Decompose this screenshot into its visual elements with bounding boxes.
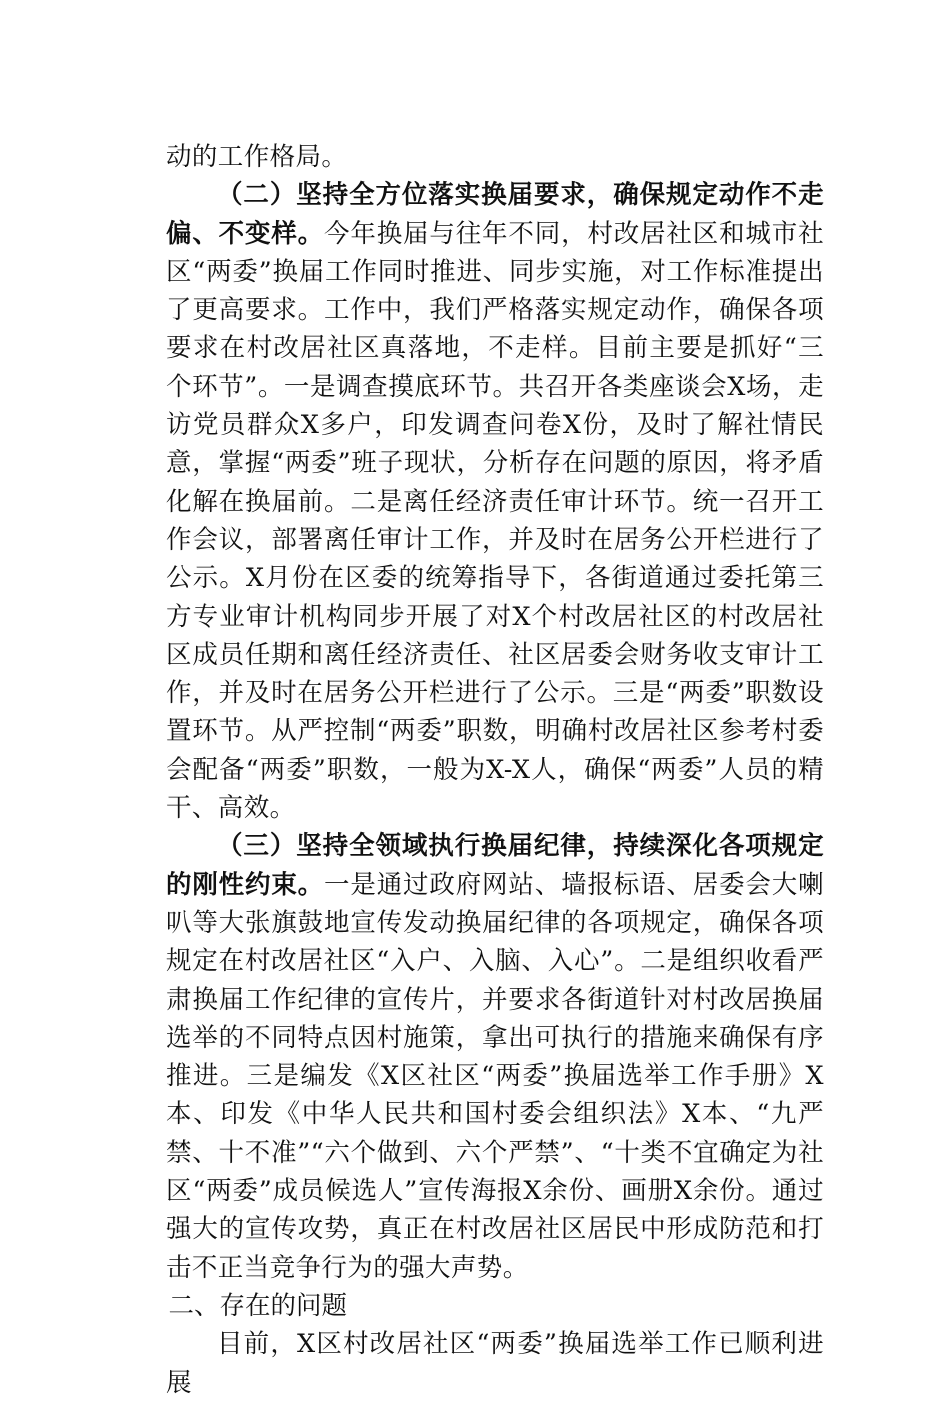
section-two-paragraph bbox=[166, 176, 824, 827]
section-three-body: 一是通过政府网站、墙报标语、居委会大喇叭等大张旗鼓地宣传发动换届纪律的各项规定，确保各项规定在村改居社区“入户、入脑、入心”。二是组织收看严肃换届工作纪律的宣传片，并要求各街道针对村改居换届选举的不同特点因村施策，拿出可执行的措施来确保有序推进。三是编发《X区社区“两委”换届选举工作手册》X本、印发《中华人民共和国村委会组织法》X本、“九严禁、十不准”“六个做到、六个严禁”、“十类不宜确定为社区“两委”成员候选人”宣传海报X余份、画册X余份。通过强大的宣传攻势，真正在村改居社区居民中形成防范和打击不正当竞争行为的强大声势。 bbox=[166, 869, 824, 1283]
section-three-paragraph bbox=[166, 827, 824, 1287]
section-two-body: 今年换届与往年不同，村改居社区和城市社区“两委”换届工作同时推进、同步实施，对工作标准提出了更高要求。工作中，我们严格落实规定动作，确保各项要求在村改居社区真落地，不走样。目前主要是抓好“三个环节”。一是调查摸底环节。共召开各类座谈会X场，走访党员群众X多户，印发调查问卷X份，及时了解社情民意，掌握“两委”班子现状，分析存在问题的原因，将矛盾化解在换届前。二是离任经济责任审计环节。统一召开工作会议，部署离任审计工作，并及时在居务公开栏进行了公示。X月份在区委的统筹指导下，各街道通过委托第三方专业审计机构同步开展了对X个村改居社区的村改居社区成员任期和离任经济责任、社区居委会财务收支审计工作，并及时在居务公开栏进行了公示。三是“两委”职数设置环节。从严控制“两委”职数，明确村改居社区参考村委会配备“两委”职数，一般为X-X人，确保“两委”人员的精干、高效。 bbox=[166, 218, 824, 824]
section-two-lead: （二）坚持全方位落实换届要求，确保规定动作不走偏、不变样。 bbox=[166, 180, 824, 249]
section-three-lead: （三）坚持全领域执行换届纪律，持续深化各项规定的刚性约束。 bbox=[166, 831, 824, 900]
final-paragraph: 目前，X区村改居社区“两委”换届选举工作已顺利进展 bbox=[166, 1329, 824, 1398]
intro-tail-paragraph: 动的工作格局。 bbox=[166, 142, 348, 172]
document-page bbox=[166, 138, 824, 1402]
section-heading-problems: 二、存在的问题 bbox=[168, 1290, 348, 1321]
